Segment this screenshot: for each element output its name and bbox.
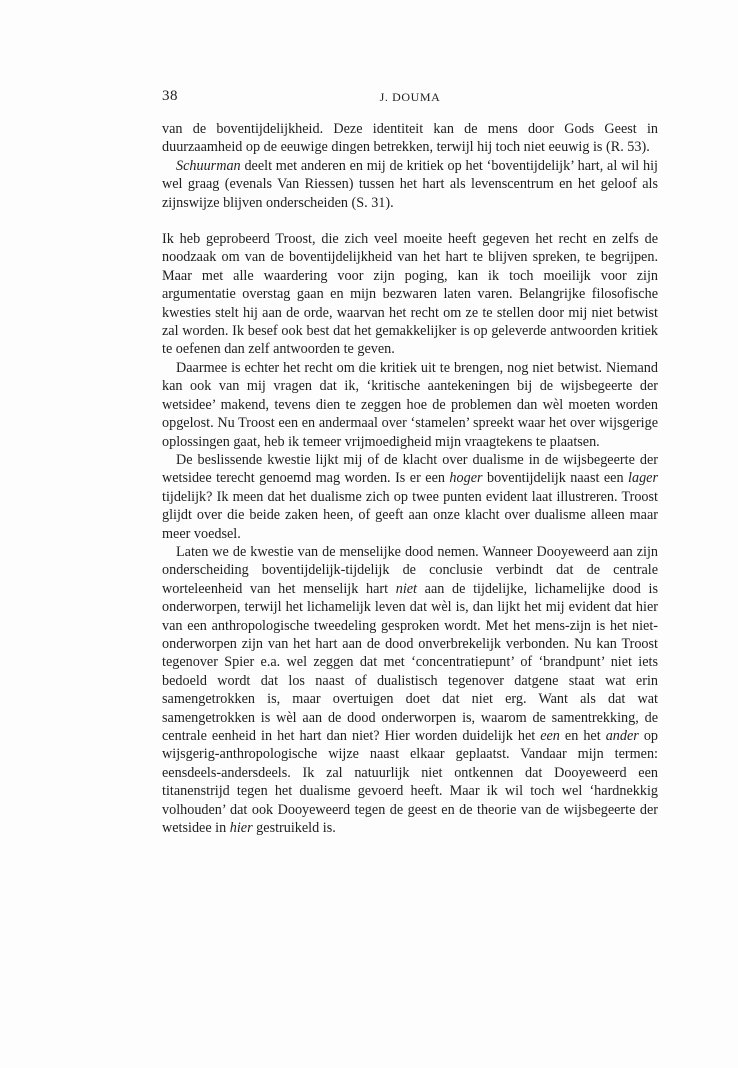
text-run: Daarmee is echter het recht om die kritiek uit te brengen, nog niet betwist. Niemand kan ook van mij vragen dat ik, ‘kritische aantekeningen bij de wijsbegeerte der wetsidee’ makend, tevens dien te zeggen hoe de problemen dan wèl moeten worden opgelost. Nu Troost een en andermaal over ‘stamelen’ spreekt waar het over wijsgerige oplossingen gaat, heb ik temeer vrijmoedigheid mijn vraagtekens te plaatsen. [162,359,658,450]
text-run: deelt met anderen en mij de kritiek op het ‘boventijdelijk’ hart, al wil hij wel graag (evenals Van Riessen) tussen het hart als levenscentrum en het geloof als zijnswijze blijven onderscheiden (S. 31). [162,157,658,211]
paragraph [162,120,658,157]
text-run: Laten we de kwestie van de menselijke dood nemen. Wanneer Dooyeweerd aan zijn onderscheiding boventijdelijk-tijdelijk de conclusie verbindt dat de centrale worteleenheid van het menselijk hart [162,543,658,597]
paragraph [162,157,658,212]
paragraph [162,359,658,451]
text-run: boventijdelijk naast een [482,470,629,487]
text-run: Ik heb geprobeerd Troost, die zich veel moeite heeft gegeven het recht en zelfs de noodzaak om van de boventijdelijkheid van het hart te blijven spreken, te begrijpen. Maar met alle waardering voor zijn poging, kan ik toch moeilijk voor zijn argumentatie overstag gaan en mijn bezwaren laten varen. Belangrijke filosofische kwesties stelt hij aan de orde, waarvan het recht om ze te stellen door mij niet betwist zal worden. Ik besef ook best dat het gemakkelijker is op geleverde antwoorden kritiek te oefenen dan zelf antwoorden te geven. [162,231,658,358]
text-run: tijdelijk? Ik meen dat het dualisme zich op twee punten evident laat illustreren. Troost glijdt over die beide zaken heen, of geeft aan onze klacht over dualisme alleen maar meer voedsel. [162,488,658,542]
page-number: 38 [162,88,178,104]
text-run: van de boventijdelijkheid. Deze identiteit kan de mens door Gods Geest in duurzaamheid op de eeuwige dingen betrekken, terwijl hij toch niet eeuwig is (R. 53). [162,121,658,156]
paragraph [162,451,658,543]
text-run: gestruikeld is. [252,820,336,837]
page-header [162,88,658,108]
emphasized-text: hoger [449,470,483,487]
paragraph [162,543,658,838]
emphasized-text: hier [229,820,253,837]
paragraph [162,230,658,359]
running-head-author: J. DOUMA [379,90,441,104]
text-run: en het [559,728,606,744]
emphasized-text: lager [628,470,658,487]
emphasized-text: niet [395,580,417,597]
emphasized-text: ander [605,728,639,744]
emphasized-text: Schuurman [176,157,241,174]
text-run: aan de tijdelijke, lichamelijke dood is onderworpen, terwijl het lichamelijk leven dat wèl is, dan lijkt het mij evident dat hier van een anthropologische tweedeling gesproken wordt. Met het mens-zijn is het niet-onderworpen zijn van het hart aan de dood onverbrekelijk verbonden. Nu kan Troost tegenover Spier e.a. wel zeggen dat met ‘concentratiepunt’ of ‘brandpunt’ niet iets bedoeld wordt dat los naast of dualistisch tegenover datgene staat wat erin samengetrokken is, maar overtuigen doet dat niet erg. Want als dat wat samengetrokken is wèl aan de dood onderworpen is, waarom de samentrekking, de centrale eenheid in het hart dan niet? Hier worden duidelijk het [162,580,658,744]
emphasized-text: een [540,728,560,744]
body-text [162,120,658,837]
text-run: De beslissende kwestie lijkt mij of de klacht over dualisme in de wijsbegeerte der wetsidee terecht genoemd mag worden. Is er een [162,451,658,487]
text-run: op wijsgerig-anthropologische wijze naast elkaar geplaatst. Vandaar mijn termen: eensdeels-andersdeels. Ik zal natuurlijk niet ontkennen dat Dooyeweerd een titanenstrijd tegen het dualisme gevoerd heeft. Maar ik wil toch wel ‘hardnekkig volhouden’ dat ook Dooyeweerd tegen de geest en de theorie van de wijsbegeerte der wetsidee in [162,728,659,837]
